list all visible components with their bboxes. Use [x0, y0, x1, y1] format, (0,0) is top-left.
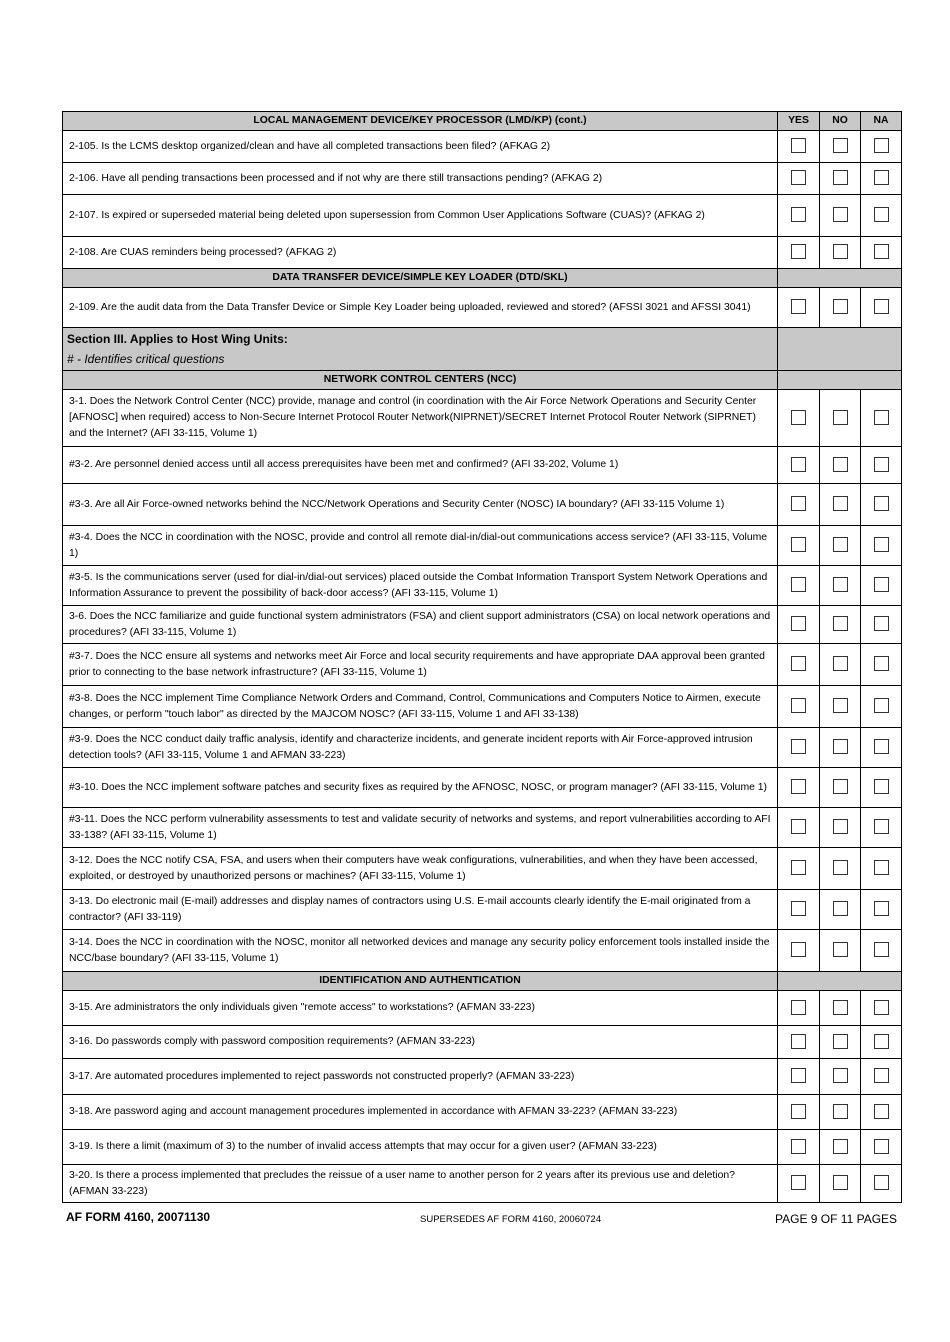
section-header	[63, 269, 902, 288]
answer-cell-no	[820, 484, 861, 526]
answer-cell-yes	[778, 686, 820, 728]
answer-cell-no	[820, 288, 861, 328]
section-title: LOCAL MANAGEMENT DEVICE/KEY PROCESSOR (LMD/KP) (cont.)	[63, 112, 778, 131]
header-blank	[778, 371, 902, 390]
checkbox-yes[interactable]	[791, 779, 806, 794]
checkbox-no[interactable]	[833, 1000, 848, 1015]
answer-cell-yes	[778, 991, 820, 1026]
question-row	[63, 890, 902, 930]
question-row	[63, 848, 902, 890]
checkbox-no[interactable]	[833, 1068, 848, 1083]
answer-cell-yes	[778, 237, 820, 269]
question-text: 3-12. Does the NCC notify CSA, FSA, and users when their computers have weak configurations, vulnerabilities, and when they have been accessed, exploited, or destroyed by unauthorized persons or machines? (AFI 33-115, Volume 1)	[63, 848, 778, 890]
answer-cell-yes	[778, 390, 820, 447]
checkbox-no[interactable]	[833, 299, 848, 314]
answer-cell-yes	[778, 526, 820, 566]
checkbox-no[interactable]	[833, 410, 848, 425]
answer-cell-yes	[778, 566, 820, 606]
answer-cell-no	[820, 686, 861, 728]
answer-cell-no	[820, 1165, 861, 1203]
answer-cell-no	[820, 237, 861, 269]
answer-cell-yes	[778, 848, 820, 890]
question-text: #3-5. Is the communications server (used for dial-in/dial-out services) placed outside the Combat Information Transport System Network Operations and Information Assurance to prevent the possibility of back-door access? (AFI 33-115, Volume 1)	[63, 566, 778, 606]
section-header	[63, 972, 902, 991]
checkbox-no[interactable]	[833, 656, 848, 671]
answer-cell-yes	[778, 484, 820, 526]
checkbox-no[interactable]	[833, 207, 848, 222]
checkbox-no[interactable]	[833, 537, 848, 552]
question-text: #3-4. Does the NCC in coordination with the NOSC, provide and control all remote dial-in/dial-out communications access service? (AFI 33-115, Volume 1)	[63, 526, 778, 566]
answer-cell-no	[820, 1095, 861, 1130]
checkbox-no[interactable]	[833, 698, 848, 713]
question-text: 3-14. Does the NCC in coordination with the NOSC, monitor all networked devices and manage any security policy enforcement tools installed inside the NCC/base boundary? (AFI 33-115, Volume 1)	[63, 930, 778, 972]
checkbox-no[interactable]	[833, 1139, 848, 1154]
checkbox-no[interactable]	[833, 819, 848, 834]
checkbox-na[interactable]	[874, 457, 889, 472]
answer-cell-na	[861, 606, 902, 644]
checkbox-yes[interactable]	[791, 207, 806, 222]
checkbox-na[interactable]	[874, 170, 889, 185]
question-text: 2-109. Are the audit data from the Data Transfer Device or Simple Key Loader being uploaded, reviewed and stored? (AFSSI 3021 and AFSSI 3041)	[63, 288, 778, 328]
checkbox-no[interactable]	[833, 739, 848, 754]
question-row	[63, 1165, 902, 1203]
checkbox-yes[interactable]	[791, 1139, 806, 1154]
checkbox-na[interactable]	[874, 779, 889, 794]
answer-cell-no	[820, 447, 861, 484]
checkbox-na[interactable]	[874, 942, 889, 957]
answer-cell-yes	[778, 808, 820, 848]
answer-cell-yes	[778, 1095, 820, 1130]
question-row	[63, 728, 902, 768]
answer-cell-no	[820, 1026, 861, 1059]
checkbox-yes[interactable]	[791, 942, 806, 957]
supersedes-note: SUPERSEDES AF FORM 4160, 20060724	[420, 1214, 602, 1225]
answer-cell-na	[861, 163, 902, 195]
answer-cell-yes	[778, 131, 820, 163]
answer-cell-no	[820, 390, 861, 447]
checkbox-na[interactable]	[874, 1000, 889, 1015]
checkbox-yes[interactable]	[791, 496, 806, 511]
question-text: 3-18. Are password aging and account management procedures implemented in accordance with AFMAN 33-223? (AFMAN 33-223)	[63, 1095, 778, 1130]
question-text: 3-17. Are automated procedures implemented to reject passwords not constructed properly? (AFMAN 33-223)	[63, 1059, 778, 1095]
question-row	[63, 768, 902, 808]
checkbox-na[interactable]	[874, 656, 889, 671]
answer-cell-yes	[778, 644, 820, 686]
section-header	[63, 112, 902, 131]
answer-cell-no	[820, 890, 861, 930]
section-title: Section III. Applies to Host Wing Units:	[67, 332, 288, 346]
answer-cell-na	[861, 991, 902, 1026]
question-row	[63, 1130, 902, 1165]
question-text: 3-16. Do passwords comply with password composition requirements? (AFMAN 33-223)	[63, 1026, 778, 1059]
answer-cell-no	[820, 728, 861, 768]
checkbox-no[interactable]	[833, 779, 848, 794]
checkbox-no[interactable]	[833, 577, 848, 592]
checkbox-yes[interactable]	[791, 244, 806, 259]
checkbox-na[interactable]	[874, 244, 889, 259]
question-row	[63, 566, 902, 606]
answer-cell-no	[820, 930, 861, 972]
checkbox-na[interactable]	[874, 901, 889, 916]
answer-cell-na	[861, 195, 902, 237]
answer-cell-na	[861, 237, 902, 269]
section-note: # - Identifies critical questions	[67, 352, 225, 366]
section-header	[63, 371, 902, 390]
answer-cell-yes	[778, 606, 820, 644]
checkbox-yes[interactable]	[791, 901, 806, 916]
checkbox-yes[interactable]	[791, 616, 806, 631]
question-text: #3-2. Are personnel denied access until all access prerequisites have been met and confirmed? (AFI 33-202, Volume 1)	[63, 447, 778, 484]
question-text: #3-7. Does the NCC ensure all systems and networks meet Air Force and local security requirements and have appropriate DAA approval been granted prior to connecting to the base network infrastructure? (AFI 33-115, Volume 1)	[63, 644, 778, 686]
section-intro-cell	[63, 328, 778, 371]
checkbox-yes[interactable]	[791, 819, 806, 834]
section-title: NETWORK CONTROL CENTERS (NCC)	[63, 371, 778, 390]
checkbox-na[interactable]	[874, 698, 889, 713]
answer-cell-yes	[778, 1026, 820, 1059]
checkbox-no[interactable]	[833, 616, 848, 631]
answer-cell-no	[820, 1130, 861, 1165]
answer-cell-no	[820, 808, 861, 848]
question-text: 3-6. Does the NCC familiarize and guide functional system administrators (FSA) and client support administrators (CSA) on local network operations and procedures? (AFI 33-115, Volume 1)	[63, 606, 778, 644]
question-row	[63, 686, 902, 728]
checkbox-yes[interactable]	[791, 410, 806, 425]
checkbox-no[interactable]	[833, 901, 848, 916]
checkbox-no[interactable]	[833, 860, 848, 875]
question-text: #3-10. Does the NCC implement software patches and security fixes as required by the AFNOSC, NOSC, or program manager? (AFI 33-115, Volume 1)	[63, 768, 778, 808]
checkbox-yes[interactable]	[791, 1104, 806, 1119]
question-text: #3-11. Does the NCC perform vulnerability assessments to test and validate security of networks and systems, and report vulnerabilities according to AFI 33-138? (AFI 33-115, Volume 1)	[63, 808, 778, 848]
answer-cell-no	[820, 163, 861, 195]
checkbox-no[interactable]	[833, 1104, 848, 1119]
checkbox-yes[interactable]	[791, 577, 806, 592]
question-text: 2-105. Is the LCMS desktop organized/clean and have all completed transactions been filed? (AFKAG 2)	[63, 131, 778, 163]
checkbox-yes[interactable]	[791, 698, 806, 713]
answer-cell-na	[861, 288, 902, 328]
answer-cell-no	[820, 566, 861, 606]
question-text: 3-1. Does the Network Control Center (NCC) provide, manage and control (in coordination with the Air Force Network Operations and Security Center [AFNOSC] when required) access to Non-Secure Internet Protocol Router Network(NIPRNET)/SECRET Internet Protocol Router Network (SIPRNET) and the Internet? (AFI 33-115, Volume 1)	[63, 390, 778, 447]
answer-cell-no	[820, 131, 861, 163]
answer-cell-na	[861, 808, 902, 848]
checkbox-no[interactable]	[833, 457, 848, 472]
question-row	[63, 1095, 902, 1130]
checkbox-na[interactable]	[874, 1034, 889, 1049]
answer-cell-na	[861, 447, 902, 484]
answer-cell-yes	[778, 768, 820, 808]
question-row	[63, 131, 902, 163]
question-row	[63, 237, 902, 269]
answer-cell-na	[861, 930, 902, 972]
checkbox-yes[interactable]	[791, 1175, 806, 1190]
column-na-header: NA	[861, 112, 902, 131]
column-yes-header: YES	[778, 112, 820, 131]
answer-cell-na	[861, 644, 902, 686]
checkbox-na[interactable]	[874, 739, 889, 754]
answer-cell-yes	[778, 728, 820, 768]
answer-cell-no	[820, 768, 861, 808]
question-text: 3-20. Is there a process implemented that precludes the reissue of a user name to another person for 2 years after its previous use and deletion? (AFMAN 33-223)	[63, 1165, 778, 1203]
section-intro	[63, 328, 902, 371]
checkbox-yes[interactable]	[791, 170, 806, 185]
checkbox-yes[interactable]	[791, 1068, 806, 1083]
answer-cell-yes	[778, 288, 820, 328]
section-title: DATA TRANSFER DEVICE/SIMPLE KEY LOADER (DTD/SKL)	[63, 269, 778, 288]
question-row	[63, 644, 902, 686]
checkbox-no[interactable]	[833, 1034, 848, 1049]
section-title: IDENTIFICATION AND AUTHENTICATION	[63, 972, 778, 991]
checkbox-yes[interactable]	[791, 1034, 806, 1049]
answer-cell-no	[820, 644, 861, 686]
answer-cell-yes	[778, 447, 820, 484]
question-text: 3-19. Is there a limit (maximum of 3) to the number of invalid access attempts that may occur for a given user? (AFMAN 33-223)	[63, 1130, 778, 1165]
answer-cell-yes	[778, 1130, 820, 1165]
answer-cell-yes	[778, 163, 820, 195]
answer-cell-na	[861, 1026, 902, 1059]
checkbox-yes[interactable]	[791, 1000, 806, 1015]
answer-cell-na	[861, 484, 902, 526]
checkbox-na[interactable]	[874, 496, 889, 511]
answer-cell-na	[861, 1059, 902, 1095]
answer-cell-na	[861, 566, 902, 606]
form-number: AF FORM 4160, 20071130	[66, 1210, 211, 1224]
answer-cell-na	[861, 768, 902, 808]
checkbox-na[interactable]	[874, 410, 889, 425]
question-row	[63, 1059, 902, 1095]
answer-cell-na	[861, 686, 902, 728]
question-text: #3-3. Are all Air Force-owned networks behind the NCC/Network Operations and Security Center (NOSC) IA boundary? (AFI 33-115 Volume 1)	[63, 484, 778, 526]
question-row	[63, 526, 902, 566]
answer-cell-na	[861, 890, 902, 930]
answer-cell-no	[820, 526, 861, 566]
checkbox-na[interactable]	[874, 616, 889, 631]
answer-cell-no	[820, 1059, 861, 1095]
question-row	[63, 808, 902, 848]
answer-cell-no	[820, 991, 861, 1026]
checkbox-na[interactable]	[874, 138, 889, 153]
question-row	[63, 991, 902, 1026]
answer-cell-no	[820, 195, 861, 237]
checkbox-yes[interactable]	[791, 138, 806, 153]
checkbox-no[interactable]	[833, 942, 848, 957]
answer-cell-no	[820, 606, 861, 644]
checkbox-na[interactable]	[874, 207, 889, 222]
checkbox-na[interactable]	[874, 1139, 889, 1154]
answer-cell-na	[861, 1165, 902, 1203]
checkbox-na[interactable]	[874, 577, 889, 592]
checkbox-na[interactable]	[874, 1175, 889, 1190]
header-blank	[778, 972, 902, 991]
checkbox-na[interactable]	[874, 537, 889, 552]
question-row	[63, 1026, 902, 1059]
question-row	[63, 195, 902, 237]
question-row	[63, 163, 902, 195]
checkbox-na[interactable]	[874, 1104, 889, 1119]
answer-cell-na	[861, 131, 902, 163]
checkbox-yes[interactable]	[791, 739, 806, 754]
question-row	[63, 606, 902, 644]
question-row	[63, 288, 902, 328]
checkbox-no[interactable]	[833, 496, 848, 511]
question-text: 2-108. Are CUAS reminders being processed? (AFKAG 2)	[63, 237, 778, 269]
question-row	[63, 447, 902, 484]
checkbox-no[interactable]	[833, 138, 848, 153]
checkbox-yes[interactable]	[791, 860, 806, 875]
checkbox-no[interactable]	[833, 1175, 848, 1190]
question-text: 3-15. Are administrators the only individuals given "remote access" to workstations? (AFMAN 33-223)	[63, 991, 778, 1026]
checkbox-yes[interactable]	[791, 299, 806, 314]
answer-cell-yes	[778, 930, 820, 972]
question-text: #3-8. Does the NCC implement Time Compliance Network Orders and Command, Control, Communications and Computers Notice to Airmen, execute changes, or perform "touch labor" as directed by the MAJCOM NOSC? (AFI 33-115, Volume 1 and AFI 33-138)	[63, 686, 778, 728]
checkbox-na[interactable]	[874, 860, 889, 875]
checkbox-yes[interactable]	[791, 656, 806, 671]
answer-cell-na	[861, 390, 902, 447]
question-text: 2-106. Have all pending transactions been processed and if not why are there still transactions pending? (AFKAG 2)	[63, 163, 778, 195]
checkbox-no[interactable]	[833, 170, 848, 185]
column-no-header: NO	[820, 112, 861, 131]
answer-cell-yes	[778, 890, 820, 930]
question-row	[63, 390, 902, 447]
answer-cell-no	[820, 848, 861, 890]
answer-cell-na	[861, 848, 902, 890]
checkbox-no[interactable]	[833, 244, 848, 259]
checkbox-na[interactable]	[874, 819, 889, 834]
answer-cell-na	[861, 1095, 902, 1130]
checklist-table	[62, 111, 902, 1203]
checkbox-yes[interactable]	[791, 537, 806, 552]
checkbox-na[interactable]	[874, 1068, 889, 1083]
question-text: 2-107. Is expired or superseded material being deleted upon supersession from Common User Applications Software (CUAS)? (AFKAG 2)	[63, 195, 778, 237]
answer-cell-yes	[778, 1059, 820, 1095]
question-row	[63, 484, 902, 526]
page-number: PAGE 9 OF 11 PAGES	[775, 1212, 898, 1226]
answer-cell-na	[861, 526, 902, 566]
checkbox-yes[interactable]	[791, 457, 806, 472]
answer-cell-yes	[778, 1165, 820, 1203]
question-row	[63, 930, 902, 972]
answer-cell-yes	[778, 195, 820, 237]
answer-cell-na	[861, 1130, 902, 1165]
section-blank	[778, 328, 902, 371]
answer-cell-na	[861, 728, 902, 768]
question-text: #3-9. Does the NCC conduct daily traffic analysis, identify and characterize incidents, and generate incident reports with Air Force-approved intrusion detection tools? (AFI 33-115, Volume 1 and AFMAN 33-223)	[63, 728, 778, 768]
question-text: 3-13. Do electronic mail (E-mail) addresses and display names of contractors using U.S. E-mail accounts clearly identify the E-mail originated from a contractor? (AFI 33-119)	[63, 890, 778, 930]
header-blank	[778, 269, 902, 288]
checkbox-na[interactable]	[874, 299, 889, 314]
